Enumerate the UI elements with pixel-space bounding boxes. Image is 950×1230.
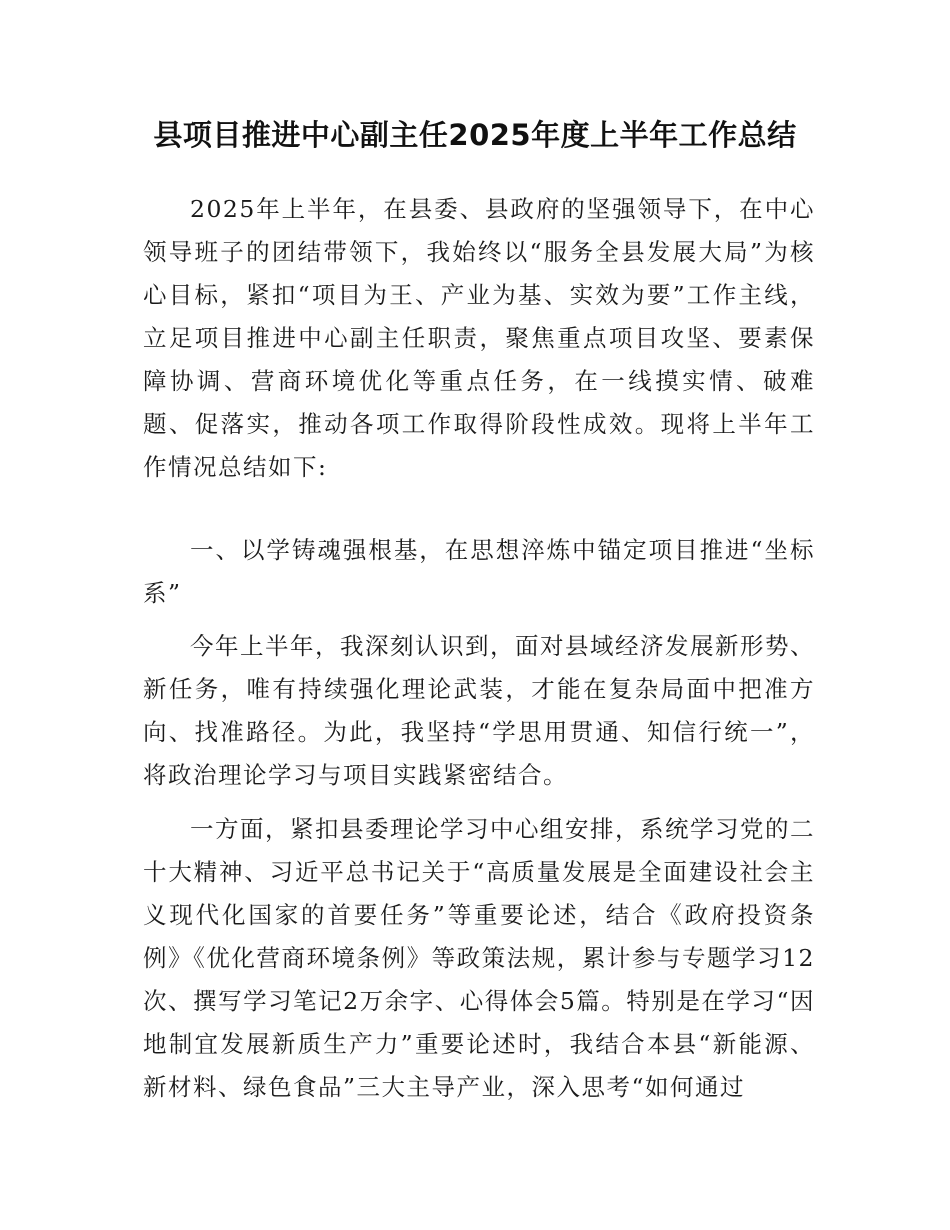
body-paragraph-2: 一方面，紧扣县委理论学习中心组安排，系统学习党的二十大精神、习近平总书记关于“高质量发展是全面建设社会主义现代化国家的首要任务”等重要论述，结合《政府投资条例》《优化营商环境条例》等政策法规，累计参与专题学习12次、撰写学习笔记2万余字、心得体会5篇。特别是在学习“因地制宜发展新质生产力”重要论述时，我结合本县“新能源、新材料、绿色食品”三大主导产业，深入思考“如何通过	[143, 815, 815, 1101]
body-paragraph-1: 今年上半年，我深刻认识到，面对县域经济发展新形势、新任务，唯有持续强化理论武装，才能在复杂局面中把准方向、找准路径。为此，我坚持“学思用贯通、知信行统一”，将政治理论学习与项目实践紧密结合。	[143, 632, 815, 789]
section-heading-1: 一、以学铸魂强根基，在思想淬炼中锚定项目推进“坐标系”	[143, 536, 815, 607]
document-title: 县项目推进中心副主任2025年度上半年工作总结	[153, 118, 797, 152]
intro-paragraph: 2025年上半年，在县委、县政府的坚强领导下，在中心领导班子的团结带领下，我始终以“服务全县发展大局”为核心目标，紧扣“项目为王、产业为基、实效为要”工作主线，立足项目推进中心副主任职责，聚焦重点项目攻坚、要素保障协调、营商环境优化等重点任务，在一线摸实情、破难题、促落实，推动各项工作取得阶段性成效。现将上半年工作情况总结如下:	[143, 195, 815, 481]
